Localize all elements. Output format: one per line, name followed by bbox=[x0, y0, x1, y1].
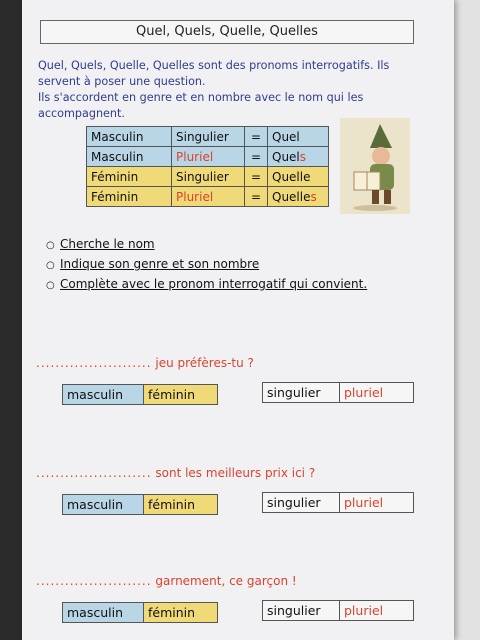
intro-line-2: Ils s'accordent en genre et en nombre avec le nom qui les accompagnent. bbox=[38, 91, 364, 120]
circle-bullet-icon: ○ bbox=[46, 260, 55, 271]
number-choice bbox=[262, 382, 414, 403]
exercise-question bbox=[36, 466, 315, 480]
feminin-option[interactable]: féminin bbox=[144, 603, 217, 622]
answer-blank[interactable]: ........................ bbox=[36, 356, 152, 370]
nombre-cell: Pluriel bbox=[172, 147, 245, 167]
pronom-cell bbox=[268, 147, 329, 167]
intro-line-1: Quel, Quels, Quelle, Quelles sont des pronoms interrogatifs. Ils servent à poser une question. bbox=[38, 59, 390, 88]
question-text: sont les meilleurs prix ici ? bbox=[155, 466, 316, 480]
nombre-cell: Pluriel bbox=[172, 187, 245, 207]
feminin-option[interactable]: féminin bbox=[144, 495, 217, 514]
circle-bullet-icon: ○ bbox=[46, 280, 55, 291]
masculin-option[interactable]: masculin bbox=[63, 603, 144, 622]
pluriel-option[interactable]: pluriel bbox=[344, 495, 384, 510]
question-text: garnement, ce garçon ! bbox=[155, 574, 297, 588]
exercise-question bbox=[36, 356, 254, 370]
pronom-cell bbox=[268, 167, 329, 187]
page-title: Quel, Quels, Quelle, Quelles bbox=[40, 20, 414, 44]
singulier-option[interactable]: singulier bbox=[263, 601, 340, 620]
equals-cell: = bbox=[245, 127, 268, 147]
elf-reading-illustration bbox=[340, 118, 410, 214]
nombre-cell: Singulier bbox=[172, 167, 245, 187]
pronom-base: Quel bbox=[272, 129, 300, 144]
singulier-option[interactable]: singulier bbox=[263, 383, 340, 402]
equals-cell: = bbox=[245, 187, 268, 207]
genre-cell: Masculin bbox=[87, 127, 172, 147]
rules-row bbox=[87, 127, 329, 147]
number-choice bbox=[262, 492, 414, 513]
gender-choice bbox=[62, 494, 218, 515]
pronom-suffix: s bbox=[310, 189, 317, 204]
pronom-cell bbox=[268, 187, 329, 207]
pronom-base: Quel bbox=[272, 149, 300, 164]
masculin-option[interactable]: masculin bbox=[63, 495, 144, 514]
gender-choice bbox=[62, 602, 218, 623]
intro-text bbox=[38, 58, 416, 122]
singulier-option[interactable]: singulier bbox=[263, 493, 340, 512]
exercise-question bbox=[36, 574, 297, 588]
instruction-item bbox=[46, 274, 367, 294]
instruction-text: Complète avec le pronom interrogatif qui convient. bbox=[60, 277, 368, 291]
genre-cell: Féminin bbox=[87, 187, 172, 207]
pluriel-option[interactable]: pluriel bbox=[344, 385, 384, 400]
genre-cell: Féminin bbox=[87, 167, 172, 187]
instruction-text: Cherche le nom bbox=[60, 237, 155, 251]
equals-cell: = bbox=[245, 147, 268, 167]
instructions-list bbox=[46, 234, 367, 294]
background-desk bbox=[454, 0, 480, 640]
rules-row bbox=[87, 167, 329, 187]
pronom-suffix: s bbox=[299, 149, 307, 164]
question-text: jeu préfères-tu ? bbox=[155, 356, 254, 370]
masculin-option[interactable]: masculin bbox=[63, 385, 144, 404]
instruction-item bbox=[46, 254, 367, 274]
rules-table bbox=[86, 126, 329, 207]
feminin-option[interactable]: féminin bbox=[144, 385, 217, 404]
number-choice bbox=[262, 600, 414, 621]
answer-blank[interactable]: ........................ bbox=[36, 466, 152, 480]
rules-row bbox=[87, 147, 329, 167]
instruction-text: Indique son genre et son nombre bbox=[60, 257, 260, 271]
pronom-base: Quelle bbox=[272, 169, 311, 184]
pluriel-option[interactable]: pluriel bbox=[344, 603, 384, 618]
nombre-cell: Singulier bbox=[172, 127, 245, 147]
equals-cell: = bbox=[245, 167, 268, 187]
pronom-cell bbox=[268, 127, 329, 147]
circle-bullet-icon: ○ bbox=[46, 240, 55, 251]
answer-blank[interactable]: ........................ bbox=[36, 574, 152, 588]
instruction-item bbox=[46, 234, 367, 254]
genre-cell: Masculin bbox=[87, 147, 172, 167]
pronom-base: Quelle bbox=[272, 189, 311, 204]
rules-row bbox=[87, 187, 329, 207]
gender-choice bbox=[62, 384, 218, 405]
